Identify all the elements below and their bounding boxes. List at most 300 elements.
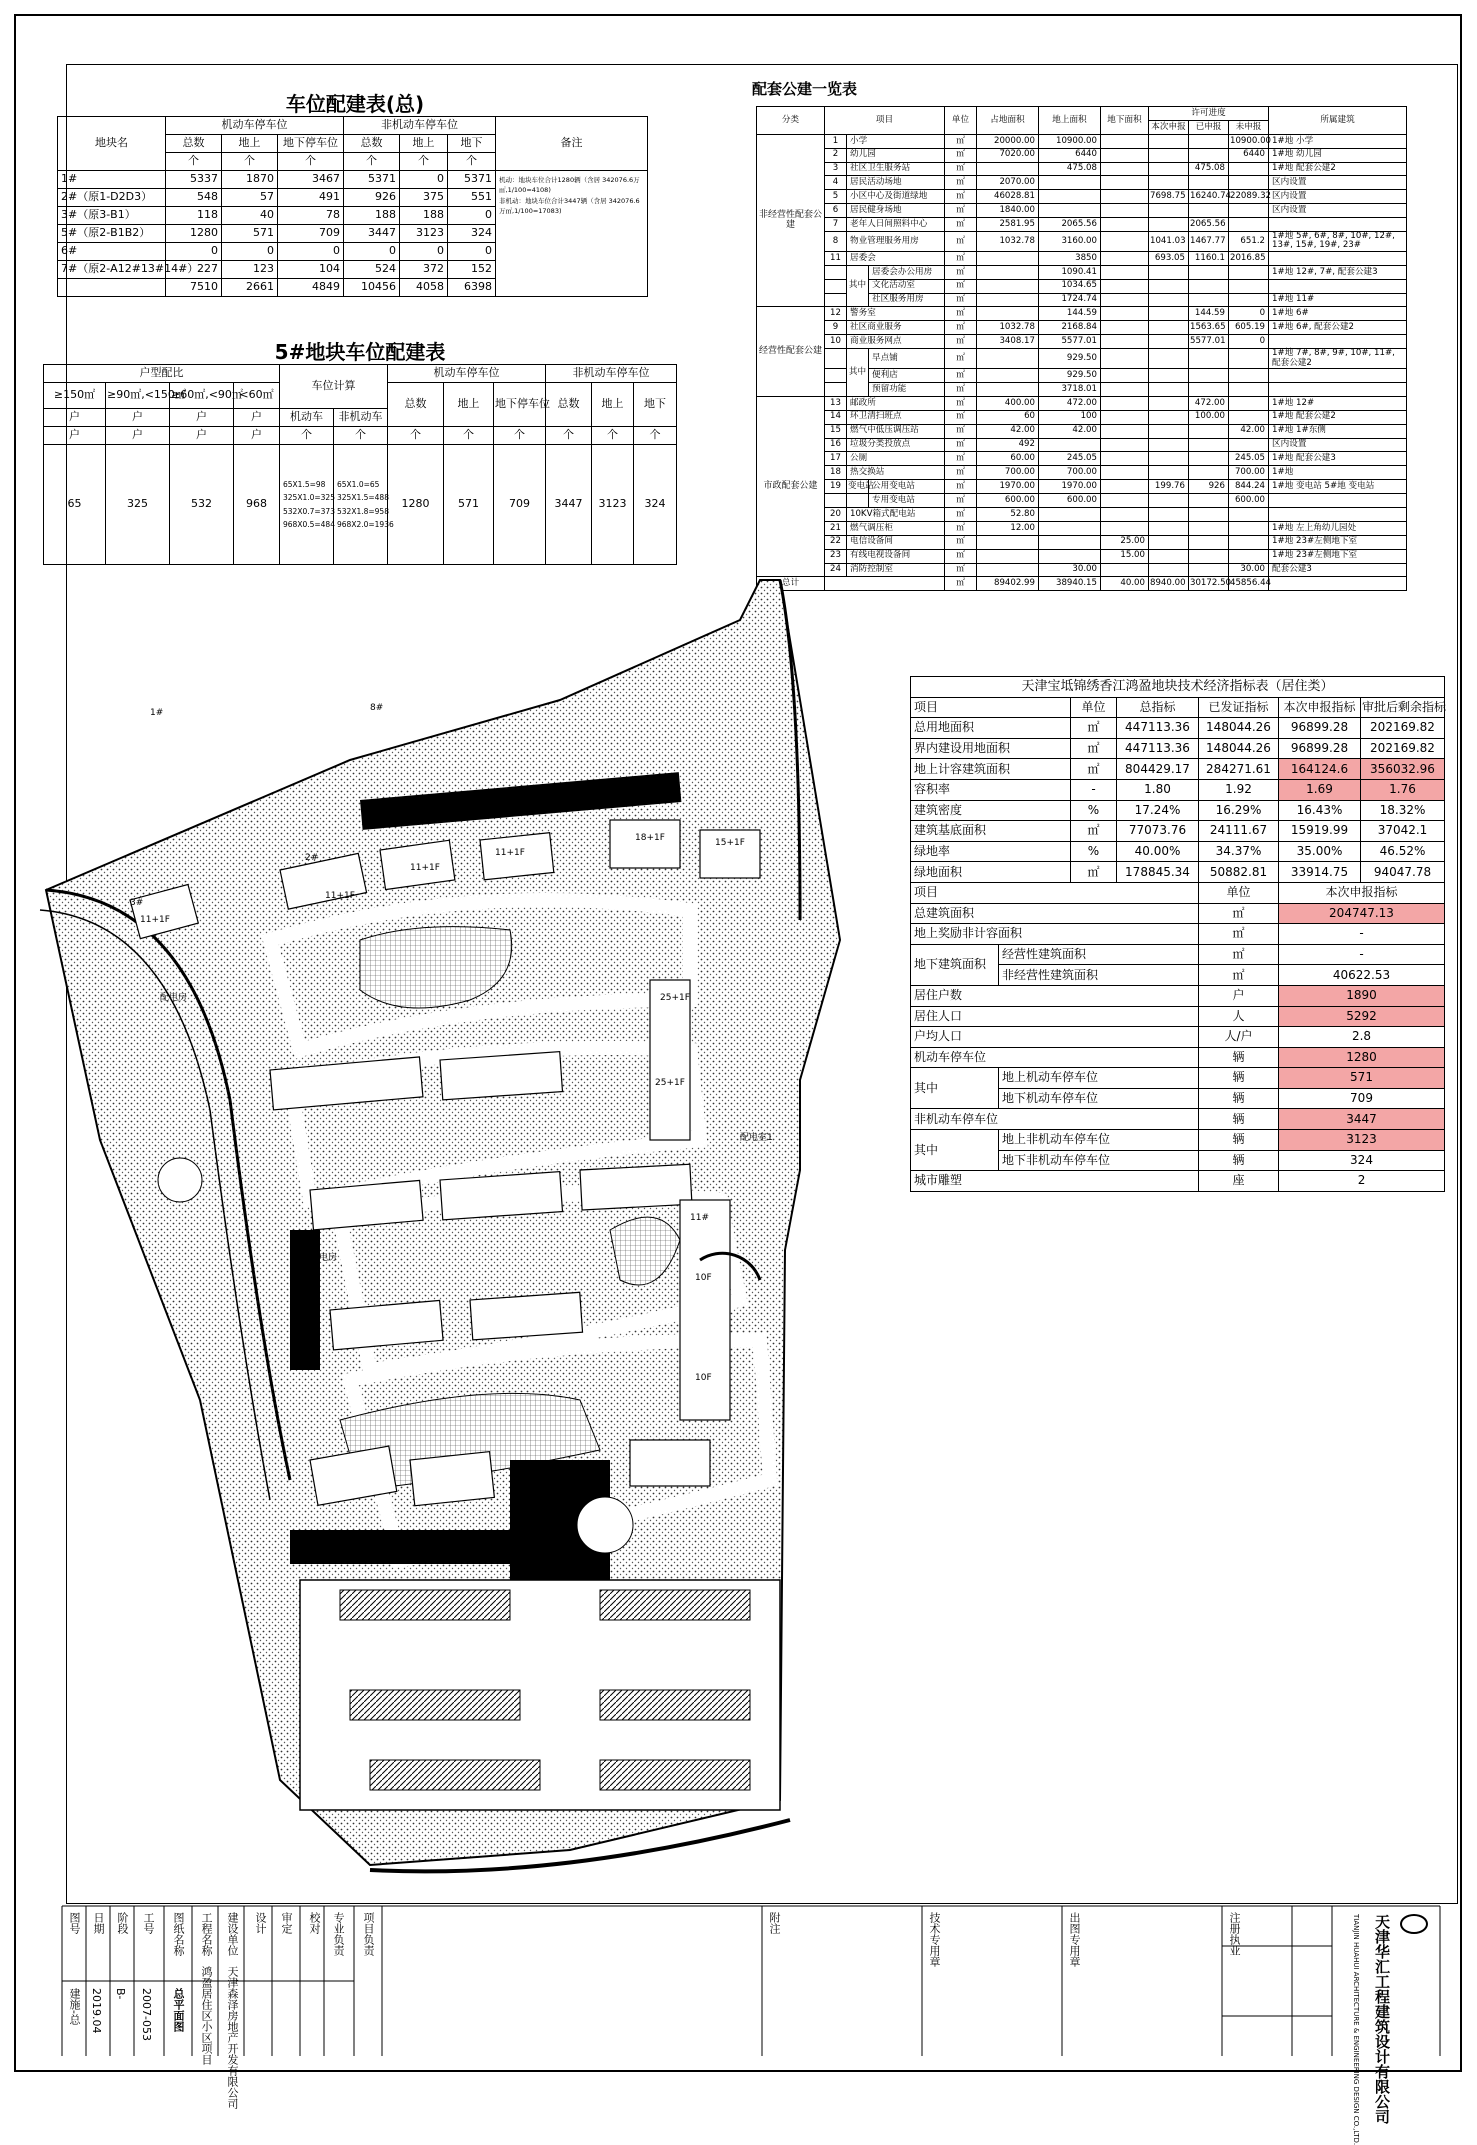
plot-name-cell: 1# (58, 171, 166, 189)
num-cell: 6 (825, 204, 847, 218)
data-cell (1039, 521, 1101, 535)
data-cell (1101, 176, 1149, 190)
data-cell: 2.8 (1279, 1027, 1445, 1048)
plan-label: 11+1F (410, 863, 440, 873)
calc-nonmotor-cell (334, 445, 394, 565)
tb-date-label: 日期 (92, 1912, 105, 1934)
data-cell: 475.08 (1039, 162, 1101, 176)
building-cell: 1#地 6# (1269, 307, 1407, 321)
data-cell: 551 (448, 189, 496, 207)
header-cell: 本次申报指标 (1279, 882, 1445, 903)
header-cell: 地上 (222, 135, 278, 153)
building-cell: 1#地 小学 (1269, 134, 1407, 148)
tb-drawing-no-label: 图号 (68, 1912, 81, 1934)
table-row (757, 265, 1407, 279)
header-cell: 本次申报 (1149, 120, 1189, 134)
data-cell: 227 (166, 261, 222, 279)
unit-cell: 辆 (1199, 1130, 1279, 1151)
data-cell: 118 (166, 207, 222, 225)
tb-phase: B- (114, 1988, 127, 2000)
data-cell (1101, 438, 1149, 452)
data-cell: 5371 (448, 171, 496, 189)
unit-cell: 个 (444, 427, 494, 445)
table-row (757, 204, 1407, 218)
data-cell (1149, 396, 1189, 410)
header-cell: 未申报 (1229, 120, 1269, 134)
calc-line: 65X1.5=98 (283, 479, 326, 489)
data-cell (1149, 382, 1189, 396)
data-cell: % (1071, 800, 1117, 821)
num-cell (825, 369, 847, 383)
num-cell: 1 (825, 134, 847, 148)
data-cell: ㎡ (945, 521, 977, 535)
item-cell: 居住户数 (911, 985, 1199, 1006)
unit-cell: 户 (44, 427, 106, 445)
tb-drawing-no: 建施-总 (68, 1988, 81, 2025)
data-cell (1149, 134, 1189, 148)
unit-cell: 个 (222, 153, 278, 171)
data-cell: 3467 (278, 171, 344, 189)
data-cell: ㎡ (945, 162, 977, 176)
data-cell: 2070.00 (977, 176, 1039, 190)
data-cell: 144.59 (1039, 307, 1101, 321)
data-cell: 709 (494, 445, 546, 565)
data-cell: 0 (400, 171, 448, 189)
plan-black-block-southwest (290, 1530, 530, 1564)
item-cell: 文化活动室 (869, 279, 945, 293)
plan-label: 10F (695, 1273, 712, 1283)
data-cell: ㎡ (945, 424, 977, 438)
data-cell (1189, 279, 1229, 293)
data-cell: 12.00 (977, 521, 1039, 535)
data-cell: 16.29% (1199, 800, 1279, 821)
tb-note-label: 附注 (768, 1912, 781, 1934)
item-cell: 社区服务用房 (869, 293, 945, 307)
data-cell: 0 (166, 243, 222, 261)
data-cell: 0 (1229, 307, 1269, 321)
header-cell: 单位 (945, 107, 977, 135)
building-cell: 1#地 6#, 配套公建2 (1269, 321, 1407, 335)
item-cell: 环卫清扫班点 (847, 410, 945, 424)
data-cell: 2065.56 (1039, 218, 1101, 232)
data-cell: 5371 (344, 171, 400, 189)
data-cell: 20000.00 (977, 134, 1039, 148)
header-cell: 地块名 (58, 117, 166, 171)
plan-building (440, 1172, 562, 1220)
data-cell: 375 (400, 189, 448, 207)
tb-client: 天津森泽房地产开发有限公司 (226, 1966, 239, 2109)
data-cell (1189, 176, 1229, 190)
data-cell: ㎡ (945, 321, 977, 335)
data-cell: 123 (222, 261, 278, 279)
building-cell: 区内设置 (1269, 204, 1407, 218)
data-cell (1229, 369, 1269, 383)
data-cell: ㎡ (1071, 738, 1117, 759)
data-cell: 700.00 (1039, 466, 1101, 480)
total-cell: 8940.00 (1149, 577, 1189, 591)
building-cell: 1#地 配套公建2 (1269, 162, 1407, 176)
remark-line: 机动：地块车位合计1280辆（含居 342076.6万㎡,1/100=4108) (499, 176, 640, 195)
table-row (757, 452, 1407, 466)
num-cell: 22 (825, 535, 847, 549)
data-cell (1101, 494, 1149, 508)
plan-building (650, 980, 690, 1140)
p5-table-title: 5#地块车位配建表 (274, 340, 446, 364)
data-cell: ㎡ (945, 382, 977, 396)
tb-registered-label: 注册执业 (1228, 1912, 1241, 1956)
data-cell: 926 (344, 189, 400, 207)
header-cell: 地下面积 (1101, 107, 1149, 135)
data-cell: 605.19 (1229, 321, 1269, 335)
unit-cell: ㎡ (1199, 903, 1279, 924)
data-cell (1229, 162, 1269, 176)
data-cell: 571 (222, 225, 278, 243)
sub-item-cell: 地下非机动车停车位 (999, 1150, 1199, 1171)
plan-label: 11+1F (140, 915, 170, 925)
data-cell (1101, 480, 1149, 494)
total-cell: 45856.44 (1229, 577, 1269, 591)
data-cell (1229, 293, 1269, 307)
unit-cell: 户 (170, 427, 234, 445)
data-cell (1039, 190, 1101, 204)
data-cell: 1160.1 (1189, 251, 1229, 265)
data-cell: 571 (1279, 1068, 1445, 1089)
data-cell: 3850 (1039, 251, 1101, 265)
data-cell: 3123 (592, 445, 634, 565)
data-cell: 1280 (1279, 1047, 1445, 1068)
table-row (757, 396, 1407, 410)
in-cell: 其中 (847, 265, 869, 307)
data-cell (1039, 535, 1101, 549)
category-cell: 非经营性配套公建 (757, 134, 825, 307)
data-cell: 929.50 (1039, 369, 1101, 383)
building-cell (1269, 251, 1407, 265)
table-row (757, 424, 1407, 438)
table-row (757, 148, 1407, 162)
item-cell: 有线电视设备间 (847, 549, 945, 563)
item-cell: 早点铺 (869, 349, 945, 369)
calc-line: 968X2.0=1936 (337, 520, 394, 529)
plot-name-cell: 2#（原1-D2D3） (58, 189, 166, 207)
tb-discipline-label: 专业负责 (332, 1912, 345, 1956)
sub-item-cell: 地上非机动车停车位 (999, 1130, 1199, 1151)
item-cell: 居住人口 (911, 1006, 1199, 1027)
table-row (757, 134, 1407, 148)
data-cell: 6398 (448, 279, 496, 297)
data-cell: ㎡ (945, 176, 977, 190)
table-row (757, 335, 1407, 349)
data-cell: 651.2 (1229, 232, 1269, 252)
data-cell: 532 (170, 445, 234, 565)
num-cell: 19 (825, 480, 847, 494)
plan-building (610, 820, 680, 868)
building-cell: 1#地 1#东侧 (1269, 424, 1407, 438)
data-cell (1229, 176, 1269, 190)
building-cell (1269, 494, 1407, 508)
table-row (757, 190, 1407, 204)
table-row (757, 321, 1407, 335)
header-cell: 已发证指标 (1199, 697, 1279, 718)
data-cell: ㎡ (945, 410, 977, 424)
building-cell (1269, 507, 1407, 521)
header-cell: 地上 (444, 383, 494, 427)
unit-cell: 座 (1199, 1171, 1279, 1192)
data-cell (1189, 521, 1229, 535)
plan-building (630, 1440, 710, 1486)
unit-cell: 户 (170, 409, 234, 427)
data-cell (1229, 204, 1269, 218)
data-cell: 60 (977, 410, 1039, 424)
unit-cell: ㎡ (1199, 944, 1279, 965)
data-cell (1101, 369, 1149, 383)
data-cell (1101, 162, 1149, 176)
plan-roundabout-west (158, 1158, 202, 1202)
data-cell (977, 265, 1039, 279)
item-cell: 社区商业服务 (847, 321, 945, 335)
data-cell (1149, 148, 1189, 162)
remark-line: 非机动：地块车位合计3447辆（含居 342076.6万㎡,1/100=17083) (499, 196, 640, 216)
num-cell: 17 (825, 452, 847, 466)
num-cell: 21 (825, 521, 847, 535)
header-cell: 地下停车位 (494, 383, 546, 427)
unit-cell: 户 (234, 427, 280, 445)
item-cell: 燃气调压柜 (847, 521, 945, 535)
data-cell: 60.00 (977, 452, 1039, 466)
tb-subproject: 鸿盈居住区小区项目 (200, 1966, 213, 2065)
num-cell: 16 (825, 438, 847, 452)
data-cell (1149, 176, 1189, 190)
header-cell: 审批后剩余指标 (1361, 697, 1445, 718)
data-cell (1149, 218, 1189, 232)
data-cell: ㎡ (945, 265, 977, 279)
tb-company: 天津华汇工程建筑设计有限公司 (1373, 1914, 1391, 2124)
data-cell (1039, 507, 1101, 521)
data-cell: ㎡ (945, 218, 977, 232)
data-cell: 3123 (1279, 1130, 1445, 1151)
data-cell (977, 535, 1039, 549)
data-cell (1189, 438, 1229, 452)
data-cell: 204747.13 (1279, 903, 1445, 924)
unit-cell: 个 (344, 153, 400, 171)
data-cell: 78 (278, 207, 344, 225)
data-cell: 491 (278, 189, 344, 207)
data-cell (977, 349, 1039, 369)
unit-cell: 户 (234, 409, 280, 427)
plan-label: 18+1F (635, 833, 665, 843)
total-cell: 89402.99 (977, 577, 1039, 591)
data-cell: ㎡ (945, 396, 977, 410)
data-cell (1039, 176, 1101, 190)
sub-item-cell: 经营性建筑面积 (999, 944, 1199, 965)
building-cell: 1#地 11# (1269, 293, 1407, 307)
data-cell (1101, 232, 1149, 252)
data-cell (1101, 335, 1149, 349)
building-cell: 区内设置 (1269, 176, 1407, 190)
tb-subproject-label: 工程名称 (200, 1912, 213, 1956)
num-cell: 20 (825, 507, 847, 521)
table-row (757, 480, 1407, 494)
num-cell: 10 (825, 335, 847, 349)
unit-cell: 人 (1199, 1006, 1279, 1027)
data-cell (1039, 438, 1101, 452)
item-cell: 居委会办公用房 (869, 265, 945, 279)
header-cell: 非机动车停车位 (546, 365, 677, 383)
data-cell: 40 (222, 207, 278, 225)
item-cell: 小学 (847, 134, 945, 148)
data-cell (1189, 535, 1229, 549)
table-row (757, 218, 1407, 232)
data-cell: 2065.56 (1189, 218, 1229, 232)
data-cell (1229, 507, 1269, 521)
data-cell: 96899.28 (1279, 738, 1361, 759)
data-cell: ㎡ (945, 307, 977, 321)
item-cell: 幼儿园 (847, 148, 945, 162)
total-cell: 40.00 (1101, 577, 1149, 591)
unit-cell: 个 (278, 153, 344, 171)
calc-motor-cell (280, 445, 334, 565)
header-cell: 总数 (388, 383, 444, 427)
data-cell: 10456 (344, 279, 400, 297)
data-cell (1149, 265, 1189, 279)
data-cell: 18.32% (1361, 800, 1445, 821)
table-row (58, 171, 648, 189)
data-cell: 356032.96 (1361, 759, 1445, 780)
item-cell: 界内建设用地面积 (911, 738, 1071, 759)
table-row (757, 162, 1407, 176)
data-cell (1149, 438, 1189, 452)
plan-building (680, 1200, 730, 1420)
data-cell (1101, 563, 1149, 577)
header-cell: 地上 (592, 383, 634, 427)
data-cell: 1280 (166, 225, 222, 243)
data-cell: 2 (1279, 1171, 1445, 1192)
item-cell: 绿地率 (911, 841, 1071, 862)
data-cell: 324 (1279, 1150, 1445, 1171)
data-cell: 1.76 (1361, 779, 1445, 800)
header-cell: 本次申报指标 (1279, 697, 1361, 718)
data-cell: 844.24 (1229, 480, 1269, 494)
num-cell (825, 293, 847, 307)
header-cell: 地上 (400, 135, 448, 153)
data-cell (1189, 494, 1229, 508)
unit-cell: 个 (634, 427, 677, 445)
header-cell: 地下 (448, 135, 496, 153)
item-cell: 建筑基底面积 (911, 821, 1071, 842)
data-cell (1149, 293, 1189, 307)
calc-line: 325X1.0=325 (283, 493, 335, 502)
data-cell: 57 (222, 189, 278, 207)
plan-label: 25+1F (655, 1078, 685, 1088)
title-block (62, 1906, 1440, 2145)
header-cell: 总数 (546, 383, 592, 427)
plan-building (440, 1052, 562, 1100)
calc-line: 532X1.8=958 (337, 506, 389, 516)
data-cell: 571 (444, 445, 494, 565)
data-cell: ㎡ (945, 204, 977, 218)
data-cell (1189, 382, 1229, 396)
data-cell: 3447 (546, 445, 592, 565)
data-cell: 0 (344, 243, 400, 261)
building-cell: 1#地 幼儿园 (1269, 148, 1407, 162)
data-cell (1189, 204, 1229, 218)
data-cell: - (1279, 944, 1445, 965)
num-cell: 13 (825, 396, 847, 410)
data-cell: 324 (634, 445, 677, 565)
unit-cell: 个 (592, 427, 634, 445)
num-cell: 18 (825, 466, 847, 480)
table-row (757, 466, 1407, 480)
item-cell: 户均人口 (911, 1027, 1199, 1048)
data-cell: ㎡ (945, 335, 977, 349)
building-cell: 1#地 (1269, 466, 1407, 480)
data-cell: 94047.78 (1361, 862, 1445, 883)
unit-cell: 个 (166, 153, 222, 171)
data-cell: 693.05 (1149, 251, 1189, 265)
building-cell: 1#地 23#左侧地下室 (1269, 549, 1407, 563)
data-cell: 600.00 (1229, 494, 1269, 508)
data-cell (1149, 349, 1189, 369)
data-cell (1229, 382, 1269, 396)
data-cell (1229, 349, 1269, 369)
building-cell (1269, 382, 1407, 396)
unit-cell: 辆 (1199, 1047, 1279, 1068)
data-cell: 15919.99 (1279, 821, 1361, 842)
item-cell: 老年人日间照料中心 (847, 218, 945, 232)
data-cell (1101, 204, 1149, 218)
total-table-body (58, 171, 648, 297)
plan-label: 配电房 (160, 993, 188, 1003)
tb-tech-stamp-label: 技术专用章 (928, 1912, 941, 1967)
data-cell: 35.00% (1279, 841, 1361, 862)
data-cell: 447113.36 (1117, 738, 1199, 759)
data-cell: 7698.75 (1149, 190, 1189, 204)
data-cell: 548 (166, 189, 222, 207)
data-cell (1189, 563, 1229, 577)
data-cell (1189, 466, 1229, 480)
data-cell (1101, 382, 1149, 396)
item-cell: 其中 (911, 1130, 999, 1171)
data-cell (1039, 204, 1101, 218)
data-cell: 447113.36 (1117, 718, 1199, 739)
unit-cell: 辆 (1199, 1068, 1279, 1089)
data-cell: 199.76 (1149, 480, 1189, 494)
header-cell: ≥150㎡ (44, 383, 106, 409)
table-row (757, 307, 1407, 321)
data-cell: 2168.84 (1039, 321, 1101, 335)
facilities-table-body (757, 134, 1407, 591)
data-cell (1149, 204, 1189, 218)
item-cell: 居民活动场地 (847, 176, 945, 190)
building-cell: 1#地 变电站 5#地 变电站 (1269, 480, 1407, 494)
data-cell (1149, 321, 1189, 335)
header-cell: 许可进度 (1149, 107, 1269, 121)
data-cell (1101, 190, 1149, 204)
data-cell (1189, 293, 1229, 307)
data-cell: 3447 (344, 225, 400, 243)
data-cell (1149, 466, 1189, 480)
data-cell (1149, 335, 1189, 349)
table-row (757, 521, 1407, 535)
remark-cell (496, 171, 648, 297)
calc-line: 325X1.5=488 (337, 493, 389, 502)
plan-label: 8# (370, 703, 384, 713)
data-cell: 245.05 (1229, 452, 1269, 466)
num-cell: 14 (825, 410, 847, 424)
data-cell (1189, 424, 1229, 438)
data-cell: 284271.61 (1199, 759, 1279, 780)
plot-name-cell: 6# (58, 243, 166, 261)
header-cell: ≥60㎡,<90㎡ (170, 383, 234, 409)
